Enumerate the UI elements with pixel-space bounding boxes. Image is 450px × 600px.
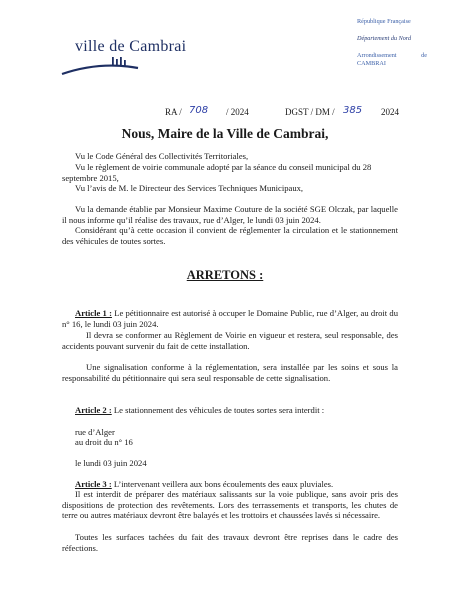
article-1	[62, 308, 398, 329]
arretons-heading: ARRETONS :	[186, 268, 264, 282]
vu-avis-directeur: Vu l’avis de M. le Directeur des Services Techniques Municipaux,	[75, 183, 304, 193]
article-1-para-3: Une signalisation conforme à la réglementation, sera installée par les soins et sous la responsabilité du pétitionnaire qui sera seul responsable de cette signalisation.	[62, 362, 398, 383]
dgst-label: DGST / DM /	[285, 107, 335, 117]
ra-year: / 2024	[226, 107, 249, 117]
arrondissement-label: Arrondissement de CAMBRAI	[357, 52, 427, 67]
article-3-para-3: Toutes les surfaces tachées du fait des travaux devront être reprises dans le cadre des réfections.	[62, 532, 398, 553]
article-2-number: au droit du n° 16	[75, 437, 133, 447]
article-3-label: Article 3 :	[75, 479, 112, 489]
article-2-street: rue d’Alger	[75, 427, 115, 437]
city-logo-icon	[60, 57, 140, 79]
page-title: Nous, Maire de la Ville de Cambrai,	[121, 126, 329, 141]
vu-reglement-voirie: Vu le règlement de voirie communale adopté par la séance du conseil municipal du 28 septembre 2015,	[62, 162, 372, 183]
article-2-label: Article 2 :	[75, 405, 112, 415]
article-2-text: Le stationnement des véhicules de toutes sortes sera interdit :	[113, 405, 325, 415]
vu-code-general: Vu le Code Général des Collectivités Territoriales,	[75, 151, 249, 161]
article-2	[75, 405, 395, 416]
article-1-text: Le pétitionnaire est autorisé à occuper le Domaine Public, rue d’Alger, au droit du n° 16, le lundi 03 juin 2024.	[62, 308, 398, 329]
city-logo-text: ville de Cambrai	[75, 38, 187, 55]
ra-number: 708	[189, 105, 209, 116]
considerant: Considérant qu’à cette occasion il convient de réglementer la circulation et le stationnement des véhicules de toutes sortes.	[62, 225, 398, 246]
article-2-date: le lundi 03 juin 2024	[75, 458, 147, 468]
article-1-para-2: Il devra se conformer au Règlement de Voirie en vigueur et restera, seul responsable, des accidents pouvant survenir du fait de cette installation.	[62, 330, 398, 351]
article-3-text: L’intervenant veillera aux bons écoulements des eaux pluviales.	[113, 479, 334, 489]
dgst-number: 385	[343, 105, 363, 116]
vu-demande: Vu la demande établie par Monsieur Maxime Couture de la société SGE Olczak, par laquelle il nous informe qu’il réalise des travaux, rue d’Alger, le lundi 03 juin 2024.	[62, 204, 398, 225]
ra-label: RA /	[165, 107, 182, 117]
dgst-year: 2024	[381, 107, 399, 117]
department-label: Département du Nord	[357, 35, 412, 42]
article-3-para-2: Il est interdit de préparer des matériaux salissants sur la voie publique, sans avoir pris des dispositions de protection des revêtements. Lors des terrassements et transports, les chutes de terre ou autres matériaux devront être balayés et les trottoirs et chaussées lavés si nécessaire.	[62, 489, 398, 521]
article-1-label: Article 1 :	[75, 308, 112, 318]
republic-label: République Française	[357, 18, 411, 25]
article-3	[75, 479, 395, 490]
